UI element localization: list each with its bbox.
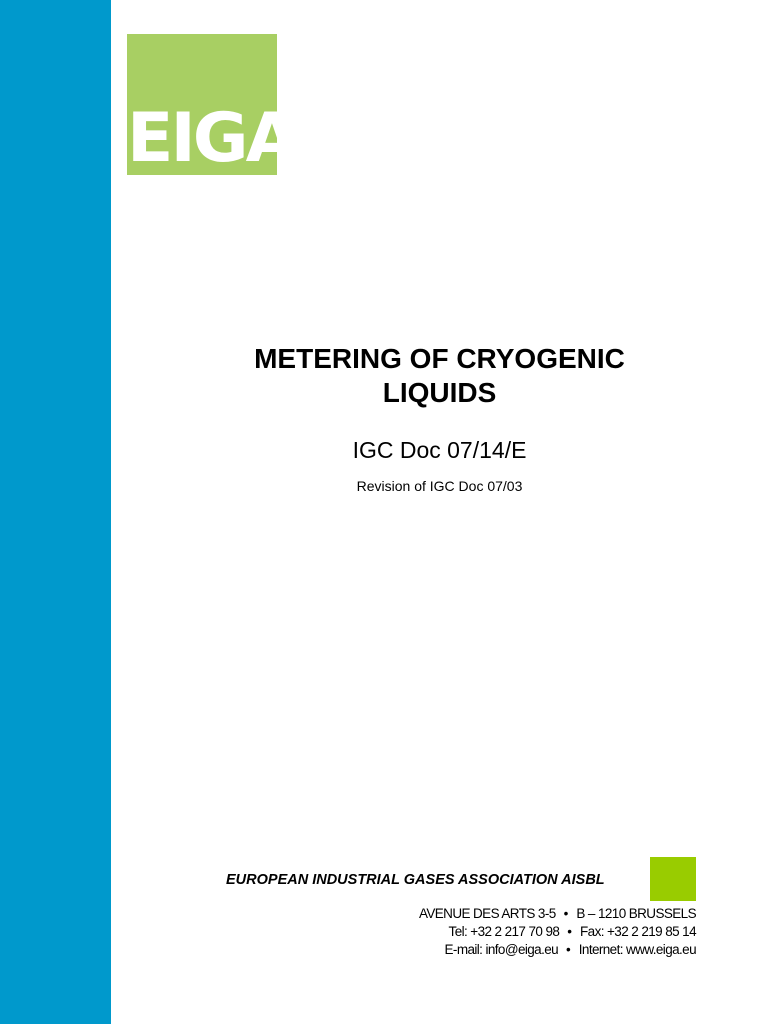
address-line [419, 905, 696, 923]
eiga-logo [127, 34, 296, 178]
bullet-separator: • [566, 942, 571, 957]
contact-block [419, 905, 696, 959]
revision-note: Revision of IGC Doc 07/03 [356, 478, 523, 494]
side-color-band [0, 0, 111, 1024]
city-address: B – 1210 BRUSSELS [576, 906, 696, 921]
association-name: EUROPEAN INDUSTRIAL GASES ASSOCIATION AISBL [226, 872, 605, 888]
document-title [111, 342, 768, 410]
title-line-1: METERING OF CRYOGENIC [254, 343, 625, 374]
document-number: IGC Doc 07/14/E [352, 437, 527, 463]
bullet-separator: • [567, 924, 573, 939]
bullet-separator: • [563, 906, 569, 921]
web-line [419, 941, 696, 959]
telephone: Tel: +32 2 217 70 98 [448, 924, 560, 939]
email-link[interactable]: E-mail: info@eiga.eu [444, 942, 559, 957]
title-line-2: LIQUIDS [382, 377, 497, 408]
street-address: AVENUE DES ARTS 3-5 [418, 906, 556, 921]
website-link[interactable]: Internet: www.eiga.eu [578, 942, 696, 957]
phone-line [419, 923, 696, 941]
accent-square [650, 857, 696, 901]
logo-text: EIGA [127, 99, 296, 178]
fax: Fax: +32 2 219 85 14 [580, 924, 696, 939]
